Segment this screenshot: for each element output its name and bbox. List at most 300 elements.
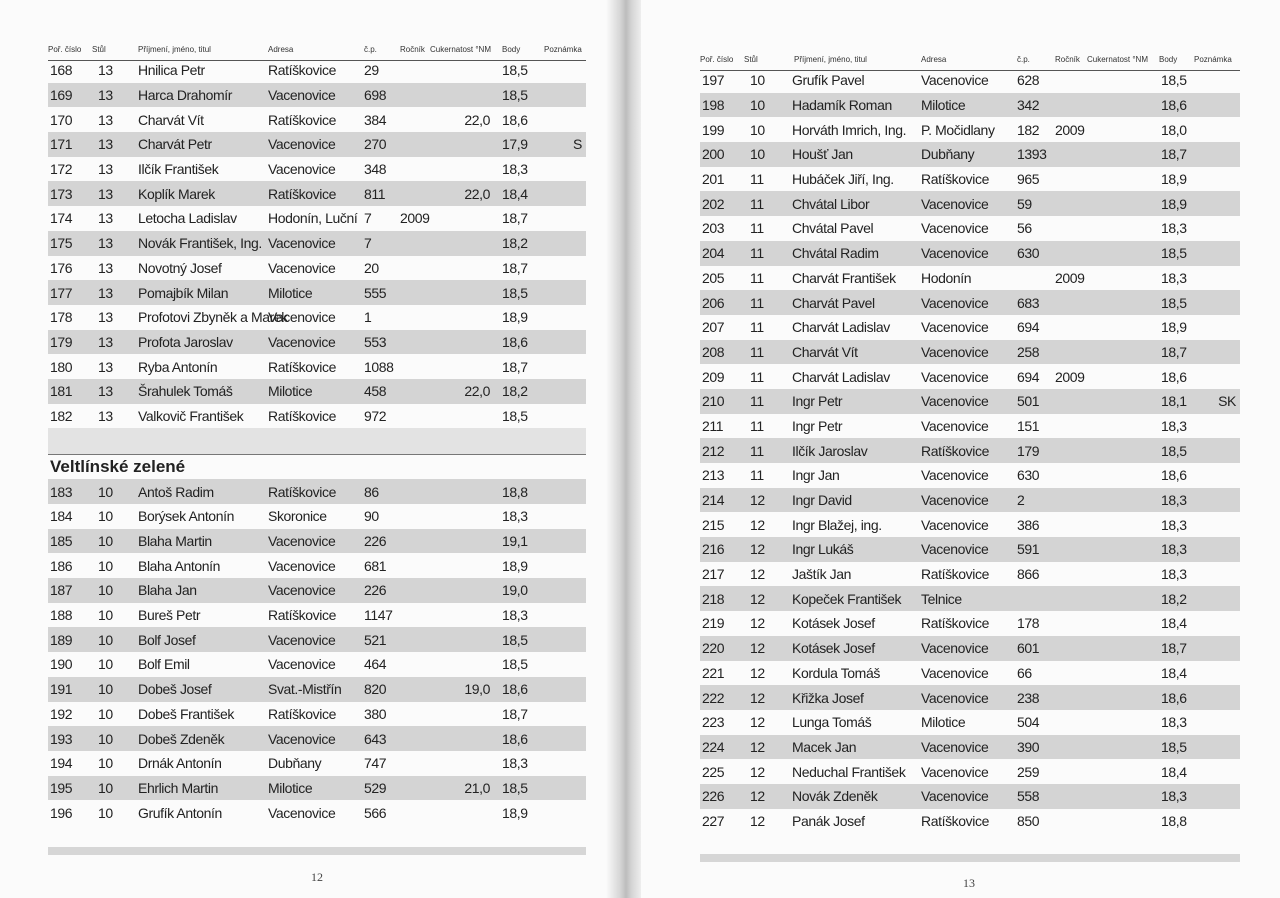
cell-house: 348 — [364, 161, 387, 178]
cell-address: Vacenovice — [264, 231, 354, 256]
table-body — [700, 68, 1240, 833]
cell-table: 13 — [98, 161, 113, 178]
cell-sugar — [1087, 512, 1153, 537]
cell-house: 2 — [1007, 488, 1051, 513]
cell-address: Vacenovice — [917, 290, 1007, 315]
cell-table: 10 — [744, 142, 784, 167]
table-row — [700, 488, 1240, 513]
cell-year — [396, 751, 430, 776]
cell-no: 197 — [702, 72, 725, 89]
table-row — [48, 652, 586, 677]
header-rule-right — [700, 70, 1240, 71]
table-row — [700, 241, 1240, 266]
table-row — [700, 661, 1240, 686]
cell-address: Vacenovice — [268, 259, 336, 276]
cell-year — [1051, 216, 1087, 241]
cell-sugar: 22,0 — [430, 181, 494, 206]
col-header-address: Adresa — [268, 44, 294, 54]
cell-year — [1051, 537, 1087, 562]
cell-no: 205 — [702, 269, 725, 286]
cell-note — [536, 206, 586, 231]
cell-sugar — [1087, 216, 1153, 241]
cell-table: 10 — [98, 607, 113, 624]
cell-address: Svat.-Mistřín — [264, 677, 354, 702]
cell-points: 18,4 — [1161, 664, 1187, 681]
cell-table: 10 — [92, 677, 130, 702]
cell-points: 18,7 — [1153, 340, 1190, 365]
table-row — [700, 562, 1240, 587]
cell-year — [1051, 241, 1087, 266]
cell-house: 965 — [1017, 171, 1040, 188]
table-row — [48, 181, 586, 206]
cell-name: Grufík Antonín — [138, 804, 222, 821]
cell-note — [536, 379, 586, 404]
cell-note — [1190, 191, 1240, 216]
cell-year — [1051, 809, 1087, 834]
cell-address: Vacenovice — [264, 627, 354, 652]
cell-points: 18,9 — [502, 557, 528, 574]
cell-year — [1051, 685, 1087, 710]
cell-no: 179 — [48, 330, 92, 355]
cell-points: 18,7 — [502, 210, 528, 227]
cell-house: 384 — [364, 111, 387, 128]
cell-table: 11 — [744, 340, 784, 365]
cell-note — [536, 181, 586, 206]
cell-points: 18,5 — [494, 280, 536, 305]
cell-note — [1190, 438, 1240, 463]
cell-year — [396, 83, 430, 108]
cell-points: 18,6 — [494, 677, 536, 702]
cell-table: 11 — [744, 389, 784, 414]
cell-address: Vacenovice — [921, 516, 989, 533]
cell-name: Profota Jaroslav — [130, 330, 264, 355]
cell-no: 222 — [700, 685, 744, 710]
cell-points: 18,3 — [1161, 516, 1187, 533]
cell-sugar — [1087, 142, 1153, 167]
cell-points: 18,3 — [502, 161, 528, 178]
cell-note — [536, 107, 586, 132]
cell-note — [536, 751, 586, 776]
cell-sugar — [1087, 389, 1153, 414]
table-row — [48, 578, 586, 603]
cell-house: 628 — [1017, 72, 1040, 89]
cell-points: 18,3 — [1153, 784, 1190, 809]
cell-year — [396, 231, 430, 256]
cell-house: 464 — [364, 656, 387, 673]
cell-no: 201 — [702, 171, 725, 188]
cell-name: Kordula Tomáš — [792, 664, 880, 681]
cell-no: 191 — [48, 677, 92, 702]
cell-address: Ratíškovice — [268, 407, 336, 424]
cell-table: 10 — [92, 726, 130, 751]
cell-sugar — [1087, 93, 1153, 118]
cell-name: Ingr Petr — [784, 389, 917, 414]
cell-points: 18,3 — [1161, 417, 1187, 434]
cell-sugar — [430, 305, 494, 330]
cell-note — [1190, 117, 1240, 142]
cell-no: 183 — [48, 479, 92, 504]
cell-points: 19,0 — [494, 578, 536, 603]
cell-no: 175 — [48, 231, 92, 256]
cell-sugar — [1087, 117, 1153, 142]
cell-points: 18,6 — [1153, 93, 1190, 118]
page-number-right: 13 — [963, 876, 975, 890]
cell-address: Ratíškovice — [921, 812, 989, 829]
cell-points: 18,0 — [1161, 121, 1187, 138]
cell-sugar — [430, 157, 494, 182]
cell-table: 10 — [744, 93, 784, 118]
cell-no: 207 — [702, 319, 725, 336]
cell-year — [396, 256, 430, 281]
cell-house: 555 — [354, 280, 396, 305]
cell-note — [1190, 661, 1240, 686]
cell-table: 13 — [92, 231, 130, 256]
cell-no: 218 — [700, 586, 744, 611]
cell-table: 12 — [750, 615, 765, 632]
cell-house: 7 — [364, 210, 372, 227]
cell-name: Pomajbík Milan — [130, 280, 264, 305]
cell-sugar — [1087, 266, 1153, 291]
cell-name: Charvát František — [792, 269, 896, 286]
cell-house: 238 — [1007, 685, 1051, 710]
cell-address: Milotice — [264, 379, 354, 404]
cell-address: Vacenovice — [917, 191, 1007, 216]
table-row — [48, 404, 586, 429]
table-row — [700, 142, 1240, 167]
cell-points: 18,6 — [1161, 467, 1187, 484]
cell-name: Blaha Antonín — [138, 557, 220, 574]
cell-house: 681 — [364, 557, 387, 574]
cell-house: 178 — [1017, 615, 1040, 632]
cell-sugar — [1087, 414, 1153, 439]
cell-points: 18,6 — [1161, 368, 1187, 385]
cell-name: Jaštík Jan — [792, 566, 852, 583]
cell-table: 11 — [750, 319, 764, 336]
cell-year — [1051, 611, 1087, 636]
cell-note — [536, 529, 586, 554]
cell-no: 199 — [702, 121, 725, 138]
cell-address: Ratíškovice — [268, 705, 336, 722]
cell-points: 18,5 — [502, 62, 528, 79]
col-header-name: Příjmení, jméno, titul — [794, 54, 867, 64]
cell-year — [396, 354, 430, 379]
cell-note — [536, 677, 586, 702]
cell-sugar — [430, 578, 494, 603]
cell-points: 18,3 — [1161, 566, 1187, 583]
col-header-house: č.p. — [1017, 54, 1030, 64]
col-header-note: Poznámka — [544, 44, 582, 54]
cell-year — [396, 800, 430, 825]
cell-year — [396, 677, 430, 702]
cell-house: 1088 — [364, 358, 394, 375]
cell-note — [536, 800, 586, 825]
cell-note — [1190, 759, 1240, 784]
cell-house: 226 — [354, 529, 396, 554]
cell-table: 11 — [744, 191, 784, 216]
cell-year: 2009 — [1055, 269, 1085, 286]
table-body-b — [48, 479, 586, 825]
cell-sugar — [1087, 611, 1153, 636]
cell-points: 18,9 — [1153, 191, 1190, 216]
cell-house: 566 — [364, 804, 387, 821]
cell-table: 12 — [744, 537, 784, 562]
cell-table: 10 — [98, 508, 113, 525]
page-number-left: 12 — [311, 870, 323, 884]
cell-house — [1007, 586, 1051, 611]
cell-address: Milotice — [264, 776, 354, 801]
cell-year — [396, 132, 430, 157]
cell-year — [1051, 389, 1087, 414]
cell-table: 12 — [744, 488, 784, 513]
cell-year — [1051, 759, 1087, 784]
table-row — [700, 117, 1240, 142]
cell-points: 18,4 — [494, 181, 536, 206]
table-row — [48, 479, 586, 504]
cell-year — [1051, 290, 1087, 315]
cell-sugar: 21,0 — [430, 776, 494, 801]
cell-note — [1190, 241, 1240, 266]
col-header-address: Adresa — [921, 54, 947, 64]
cell-no: 190 — [50, 656, 73, 673]
cell-table: 13 — [92, 181, 130, 206]
cell-house: 380 — [364, 705, 387, 722]
cell-table: 12 — [750, 516, 765, 533]
cell-year — [1051, 661, 1087, 686]
cell-note — [1190, 93, 1240, 118]
cell-note — [1190, 340, 1240, 365]
cell-note — [1190, 463, 1240, 488]
table-row — [48, 83, 586, 108]
cell-note — [536, 776, 586, 801]
cell-name: Charvát Ladislav — [792, 368, 890, 385]
cell-house: 972 — [364, 407, 387, 424]
cell-points: 18,7 — [502, 259, 528, 276]
cell-house: 259 — [1017, 763, 1040, 780]
cell-address: Vacenovice — [921, 467, 989, 484]
cell-sugar — [430, 529, 494, 554]
cell-points: 18,2 — [494, 379, 536, 404]
cell-points: 18,7 — [1153, 142, 1190, 167]
cell-house: 1147 — [364, 607, 393, 624]
cell-table: 11 — [750, 368, 764, 385]
cell-no: 206 — [700, 290, 744, 315]
cell-name: Neduchal František — [792, 763, 906, 780]
cell-note — [1190, 685, 1240, 710]
cell-sugar — [1087, 191, 1153, 216]
cell-table: 13 — [98, 210, 113, 227]
cell-sugar — [430, 58, 494, 83]
cell-no: 185 — [48, 529, 92, 554]
cell-house: 1393 — [1007, 142, 1051, 167]
cell-name: Bolf Emil — [138, 656, 190, 673]
cell-name: Dobeš Josef — [130, 677, 264, 702]
cell-name: Drnák Antonín — [138, 755, 222, 772]
table-row — [700, 389, 1240, 414]
cell-table: 11 — [750, 269, 764, 286]
table-row — [48, 107, 586, 132]
header-row — [48, 40, 586, 58]
cell-address: Dubňany — [917, 142, 1007, 167]
table-row — [48, 776, 586, 801]
cell-house: 529 — [354, 776, 396, 801]
cell-name: Novák Zdeněk — [784, 784, 917, 809]
table-row — [48, 256, 586, 281]
table-row — [700, 93, 1240, 118]
cell-sugar — [430, 652, 494, 677]
cell-address: Vacenovice — [921, 664, 989, 681]
cell-note — [536, 256, 586, 281]
cell-house: 850 — [1017, 812, 1040, 829]
cell-sugar — [430, 726, 494, 751]
cell-address: Vacenovice — [268, 656, 336, 673]
cell-points: 18,6 — [502, 111, 528, 128]
cell-year — [1051, 735, 1087, 760]
cell-points: 18,5 — [502, 656, 528, 673]
cell-year — [396, 479, 430, 504]
cell-year — [396, 330, 430, 355]
cell-sugar — [430, 330, 494, 355]
cell-name: Ingr Petr — [792, 417, 843, 434]
cell-name: Horváth Imrich, Ing. — [792, 121, 907, 138]
cell-name: Hnilica Petr — [138, 62, 205, 79]
cell-address: Vacenovice — [917, 735, 1007, 760]
blank-separator — [48, 428, 586, 455]
cell-sugar — [1087, 68, 1153, 93]
cell-year — [396, 504, 430, 529]
cell-address: Milotice — [917, 93, 1007, 118]
cell-name: Novák František, Ing. — [130, 231, 264, 256]
cell-address: Ratíškovice — [921, 615, 989, 632]
cell-points: 18,9 — [1161, 171, 1187, 188]
cell-sugar — [430, 280, 494, 305]
cell-points: 18,5 — [502, 407, 528, 424]
cell-name: Ilčík František — [138, 161, 219, 178]
cell-note — [1190, 611, 1240, 636]
cell-note — [1190, 512, 1240, 537]
cell-points: 18,2 — [494, 231, 536, 256]
cell-sugar — [430, 354, 494, 379]
cell-table: 10 — [92, 627, 130, 652]
table-row — [700, 463, 1240, 488]
cell-name: Macek Jan — [784, 735, 917, 760]
cell-address: Vacenovice — [921, 368, 989, 385]
cell-no: 224 — [700, 735, 744, 760]
table-row — [48, 305, 586, 330]
cell-note — [1190, 364, 1240, 389]
cell-points: 18,5 — [1153, 290, 1190, 315]
cell-points: 18,6 — [494, 330, 536, 355]
cell-sugar — [1087, 290, 1153, 315]
cell-name: Kopeček František — [784, 586, 917, 611]
table-row — [48, 627, 586, 652]
cell-name: Hubáček Jiří, Ing. — [792, 171, 894, 188]
cell-sugar — [1087, 364, 1153, 389]
cell-points: 19,1 — [494, 529, 536, 554]
cell-house: 521 — [354, 627, 396, 652]
cell-year — [1051, 512, 1087, 537]
cell-address: P. Močidlany — [921, 121, 995, 138]
cell-name: Bureš Petr — [138, 607, 201, 624]
cell-name: Antoš Radim — [130, 479, 264, 504]
cell-no: 212 — [700, 438, 744, 463]
cell-year — [1051, 636, 1087, 661]
cell-points: 18,3 — [1153, 537, 1190, 562]
cell-points: 18,7 — [502, 358, 528, 375]
cell-name: Panák Josef — [792, 812, 865, 829]
cell-name: Grufík Pavel — [792, 72, 865, 89]
cell-no: 226 — [700, 784, 744, 809]
cell-address: Vacenovice — [917, 389, 1007, 414]
cell-no: 189 — [48, 627, 92, 652]
table-row — [700, 759, 1240, 784]
cell-house: 151 — [1017, 417, 1040, 434]
cell-name: Chvátal Pavel — [792, 220, 874, 237]
cell-address: Vacenovice — [917, 340, 1007, 365]
cell-name: Chvátal Radim — [784, 241, 917, 266]
cell-points: 18,3 — [1161, 714, 1187, 731]
cell-no: 202 — [700, 191, 744, 216]
cell-address: Vacenovice — [917, 241, 1007, 266]
table-row — [48, 726, 586, 751]
cell-no: 171 — [48, 132, 92, 157]
col-header-sugar: Cukernatost °NM — [430, 44, 491, 54]
table-row — [48, 132, 586, 157]
cell-sugar — [1087, 661, 1153, 686]
cell-note — [536, 231, 586, 256]
table-row — [48, 677, 586, 702]
cell-no: 220 — [700, 636, 744, 661]
cell-no: 172 — [50, 161, 73, 178]
cell-points: 18,7 — [1153, 636, 1190, 661]
cell-points: 18,1 — [1153, 389, 1190, 414]
cell-no: 217 — [702, 566, 725, 583]
cell-name: Letocha Ladislav — [138, 210, 237, 227]
cell-no: 204 — [700, 241, 744, 266]
cell-house: 56 — [1017, 220, 1032, 237]
cell-points: 18,5 — [1153, 438, 1190, 463]
col-header-table: Stůl — [744, 54, 758, 64]
cell-address: Vacenovice — [268, 161, 336, 178]
cell-no: 182 — [50, 407, 73, 424]
cell-note — [1190, 809, 1240, 834]
cell-sugar — [1087, 537, 1153, 562]
cell-no: 196 — [50, 804, 73, 821]
cell-sugar — [430, 132, 494, 157]
table-row — [48, 800, 586, 825]
cell-table: 10 — [98, 804, 113, 821]
cell-name: Charvát Ladislav — [792, 319, 890, 336]
cell-year — [1051, 142, 1087, 167]
cell-points: 18,8 — [494, 479, 536, 504]
cell-points: 18,3 — [1161, 269, 1187, 286]
cell-points: 18,6 — [494, 726, 536, 751]
cell-year — [1051, 340, 1087, 365]
cell-name: Harca Drahomír — [130, 83, 264, 108]
cell-points: 18,2 — [1153, 586, 1190, 611]
cell-note — [1190, 586, 1240, 611]
cell-sugar — [1087, 735, 1153, 760]
table-row — [700, 364, 1240, 389]
cell-year — [1051, 167, 1087, 192]
cell-table: 12 — [750, 812, 765, 829]
table-row — [700, 636, 1240, 661]
cell-table: 10 — [98, 557, 113, 574]
cell-note — [536, 652, 586, 677]
cell-name: Křižka Josef — [784, 685, 917, 710]
cell-address: Vacenovice — [264, 726, 354, 751]
cell-table: 11 — [744, 241, 784, 266]
cell-table: 13 — [98, 111, 113, 128]
